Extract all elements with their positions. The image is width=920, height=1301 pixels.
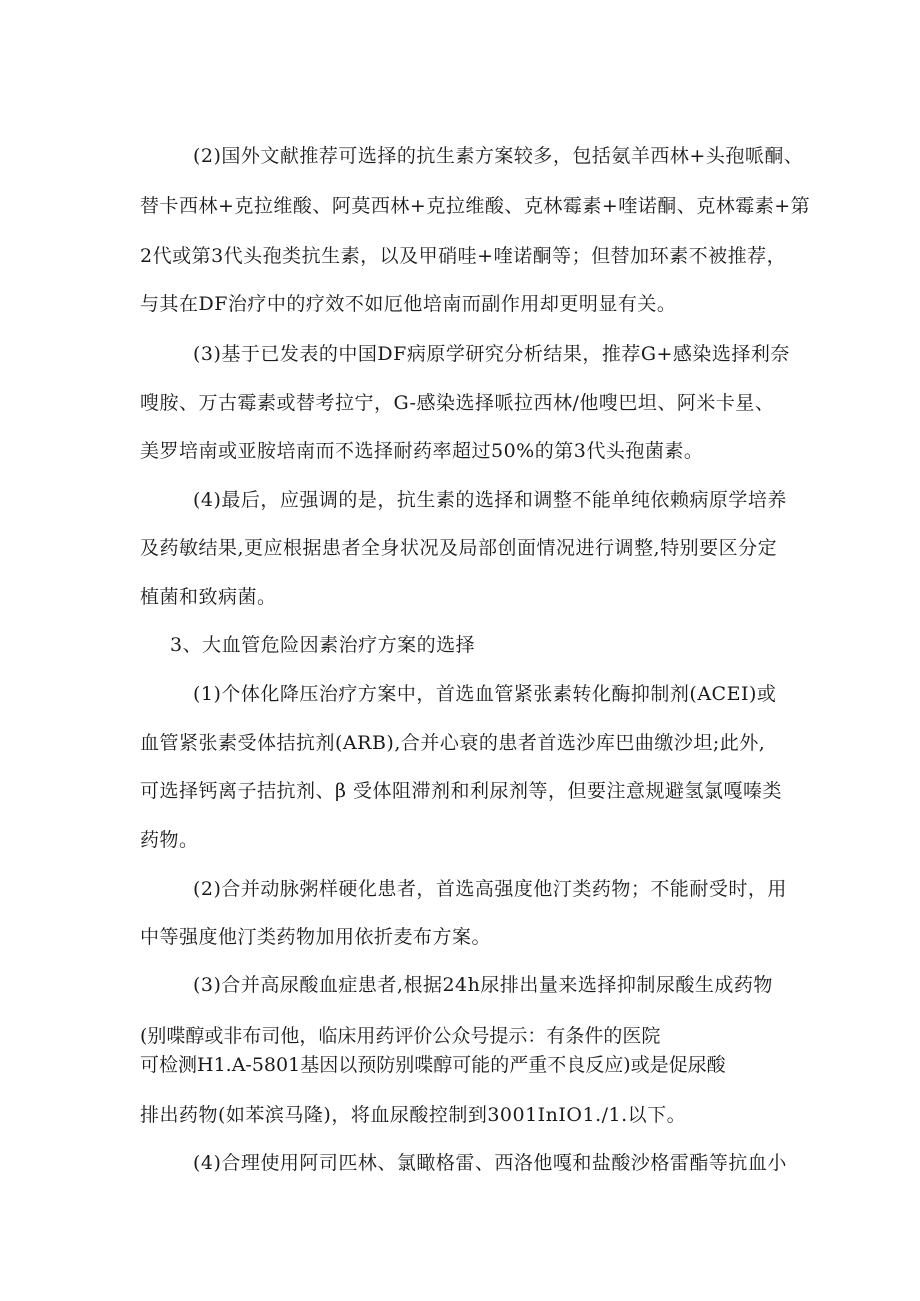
section-3-paragraph-4-line-1: (4)合理使用阿司匹林、氯瞰格雷、西洛他嘎和盐酸沙格雷酯等抗血小 bbox=[193, 1152, 787, 1174]
section-3-paragraph-3-line-4: 排出药物(如苯滨马隆)，将血尿酸控制到3001InIO1./1.以下。 bbox=[140, 1104, 687, 1126]
paragraph-4-line-3: 植菌和致病菌。 bbox=[140, 586, 277, 608]
paragraph-2-line-3: 2代或第3代头孢类抗生素，以及甲硝哇+喹诺酮等；但替加环素不被推荐， bbox=[140, 245, 787, 267]
paragraph-3-line-3: 美罗培南或亚胺培南而不选择耐药率超过50%的第3代头孢菌素。 bbox=[140, 440, 704, 462]
paragraph-2-line-1: (2)国外文献推荐可选择的抗生素方案较多，包括氨羊西林+头孢哌酮、 bbox=[193, 145, 804, 167]
section-3-paragraph-1-line-3: 可选择钙离子拮抗剂、β 受体阻滞剂和利尿剂等，但要注意规避氢氯嘎嗪类 bbox=[140, 780, 783, 802]
paragraph-4-line-2: 及药敏结果,更应根据患者全身状况及局部创面情况进行调整,特别要区分定 bbox=[140, 537, 778, 559]
paragraph-3-line-2: 嗖胺、万古霉素或替考拉宁，G-感染选择哌拉西林/他嗖巴坦、阿米卡星、 bbox=[140, 392, 775, 414]
paragraph-3-line-1: (3)基于已发表的中国DF病原学研究分析结果，推荐G+感染选择利奈 bbox=[193, 343, 790, 365]
section-3-paragraph-2-line-2: 中等强度他汀类药物加用依折麦布方案。 bbox=[140, 926, 492, 948]
section-3-paragraph-3-line-2: (别喋醇或非布司他，临床用药评价公众号提示：有条件的医院 bbox=[140, 1025, 661, 1047]
section-3-paragraph-2-line-1: (2)合并动脉粥样硬化患者，首选高强度他汀类药物；不能耐受时，用 bbox=[193, 878, 787, 900]
section-3-paragraph-1-line-1: (1)个体化降压治疗方案中，首选血管紧张素转化酶抑制剂(ACEI)或 bbox=[193, 683, 777, 705]
section-heading: 3、大血管危险因素治疗方案的选择 bbox=[170, 634, 476, 656]
section-3-paragraph-3-line-1: (3)合并高尿酸血症患者,根据24h尿排出量来选择抑制尿酸生成药物 bbox=[193, 974, 773, 996]
section-3-paragraph-3-line-3: 可检测H1.A-5801基因以预防别喋醇可能的严重不良反应)或是促尿酸 bbox=[140, 1054, 726, 1076]
section-3-paragraph-1-line-2: 血管紧张素受体拮抗剂(ARB),合并心衰的患者首选沙库巴曲缴沙坦;此外, bbox=[140, 732, 766, 754]
paragraph-4-line-1: (4)最后，应强调的是，抗生素的选择和调整不能单纯依赖病原学培养 bbox=[193, 489, 787, 511]
paragraph-2-line-4: 与其在DF治疗中的疗效不如厄他培南而副作用却更明显有关。 bbox=[140, 293, 677, 315]
section-3-paragraph-1-line-4: 药物。 bbox=[140, 829, 199, 851]
paragraph-2-line-2: 替卡西林+克拉维酸、阿莫西林+克拉维酸、克林霉素+喹诺酮、克林霉素+第 bbox=[140, 195, 811, 217]
